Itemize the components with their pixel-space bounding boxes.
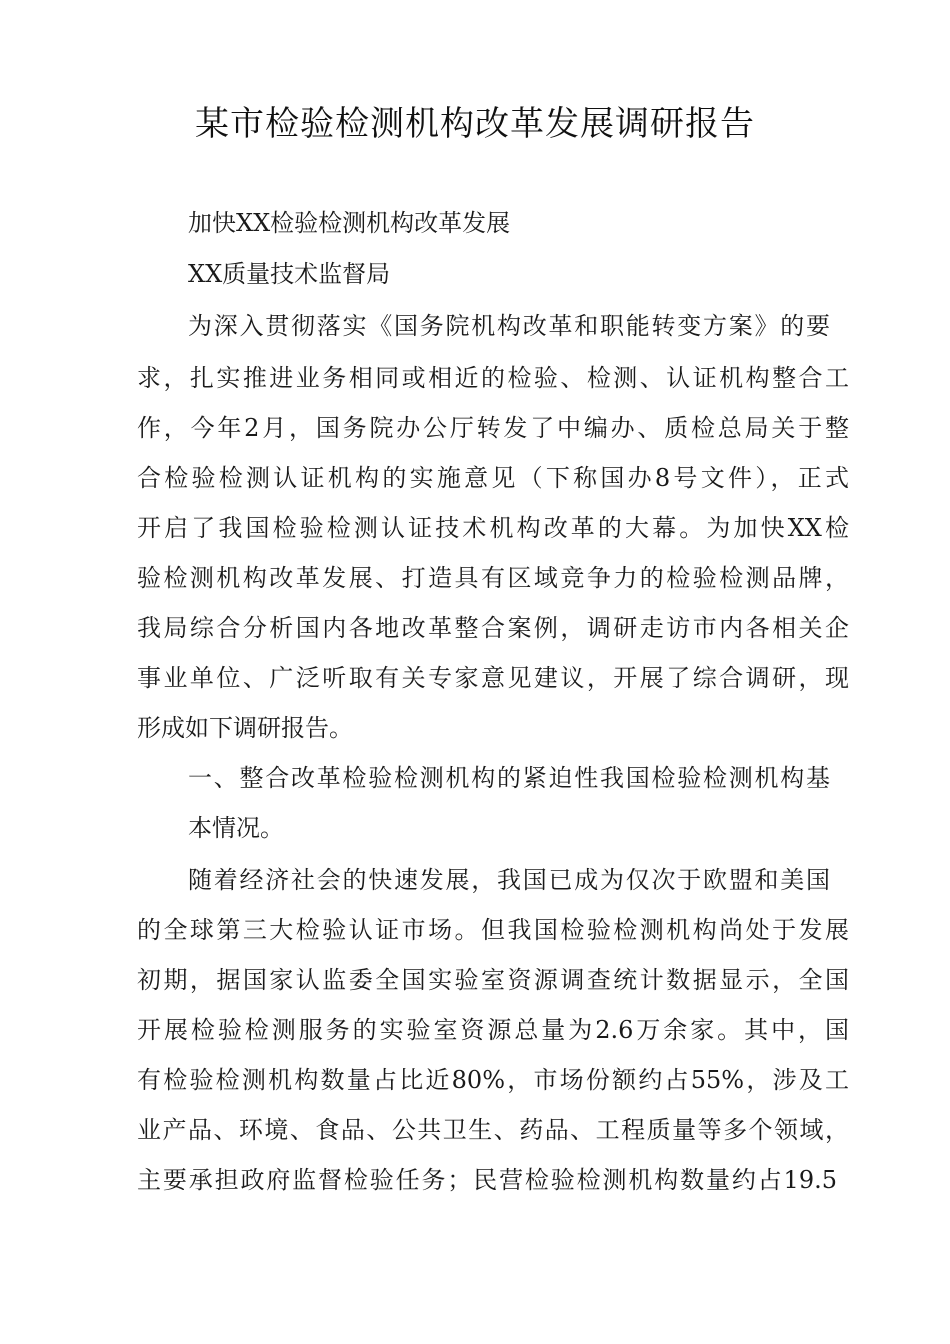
body-line: 合检验检测认证机构的实施意见（下称国办8号文件），正式 bbox=[137, 464, 849, 492]
body-line: 验检测机构改革发展、打造具有区域竞争力的检验检测品牌， bbox=[137, 564, 849, 592]
body-line: 主要承担政府监督检验任务；民营检验检测机构数量约占19.5 bbox=[137, 1166, 837, 1194]
body-line: 形成如下调研报告。 bbox=[137, 714, 353, 742]
body-line: 开启了我国检验检测认证技术机构改革的大幕。为加快XX检 bbox=[137, 514, 849, 542]
body-line: 业产品、环境、食品、公共卫生、药品、工程质量等多个领域， bbox=[137, 1116, 849, 1144]
body-line: 初期，据国家认监委全国实验室资源调查统计数据显示，全国 bbox=[137, 966, 849, 994]
body-line: 的全球第三大检验认证市场。但我国检验检测机构尚处于发展 bbox=[137, 916, 849, 944]
body-line: 开展检验检测服务的实验室资源总量为2.6万余家。其中，国 bbox=[137, 1016, 849, 1044]
subtitle-line: 加快XX检验检测机构改革发展 bbox=[188, 209, 511, 237]
section-heading-line: 一、整合改革检验检测机构的紧迫性我国检验检测机构基 bbox=[188, 764, 830, 792]
body-line: 随着经济社会的快速发展，我国已成为仅次于欧盟和美国 bbox=[188, 866, 830, 894]
body-line: 我局综合分析国内各地改革整合案例，调研走访市内各相关企 bbox=[137, 614, 849, 642]
body-line: 作，今年2月，国务院办公厅转发了中编办、质检总局关于整 bbox=[137, 414, 849, 442]
body-line: 为深入贯彻落实《国务院机构改革和职能转变方案》的要 bbox=[188, 312, 830, 340]
body-line: 事业单位、广泛听取有关专家意见建议，开展了综合调研，现 bbox=[137, 664, 849, 692]
section-heading-line: 本情况。 bbox=[188, 814, 284, 842]
author-line: XX质量技术监督局 bbox=[188, 260, 391, 288]
body-line: 有检验检测机构数量占比近80%，市场份额约占55%，涉及工 bbox=[137, 1066, 849, 1094]
body-line: 求，扎实推进业务相同或相近的检验、检测、认证机构整合工 bbox=[137, 364, 849, 392]
document-title: 某市检验检测机构改革发展调研报告 bbox=[195, 104, 755, 144]
